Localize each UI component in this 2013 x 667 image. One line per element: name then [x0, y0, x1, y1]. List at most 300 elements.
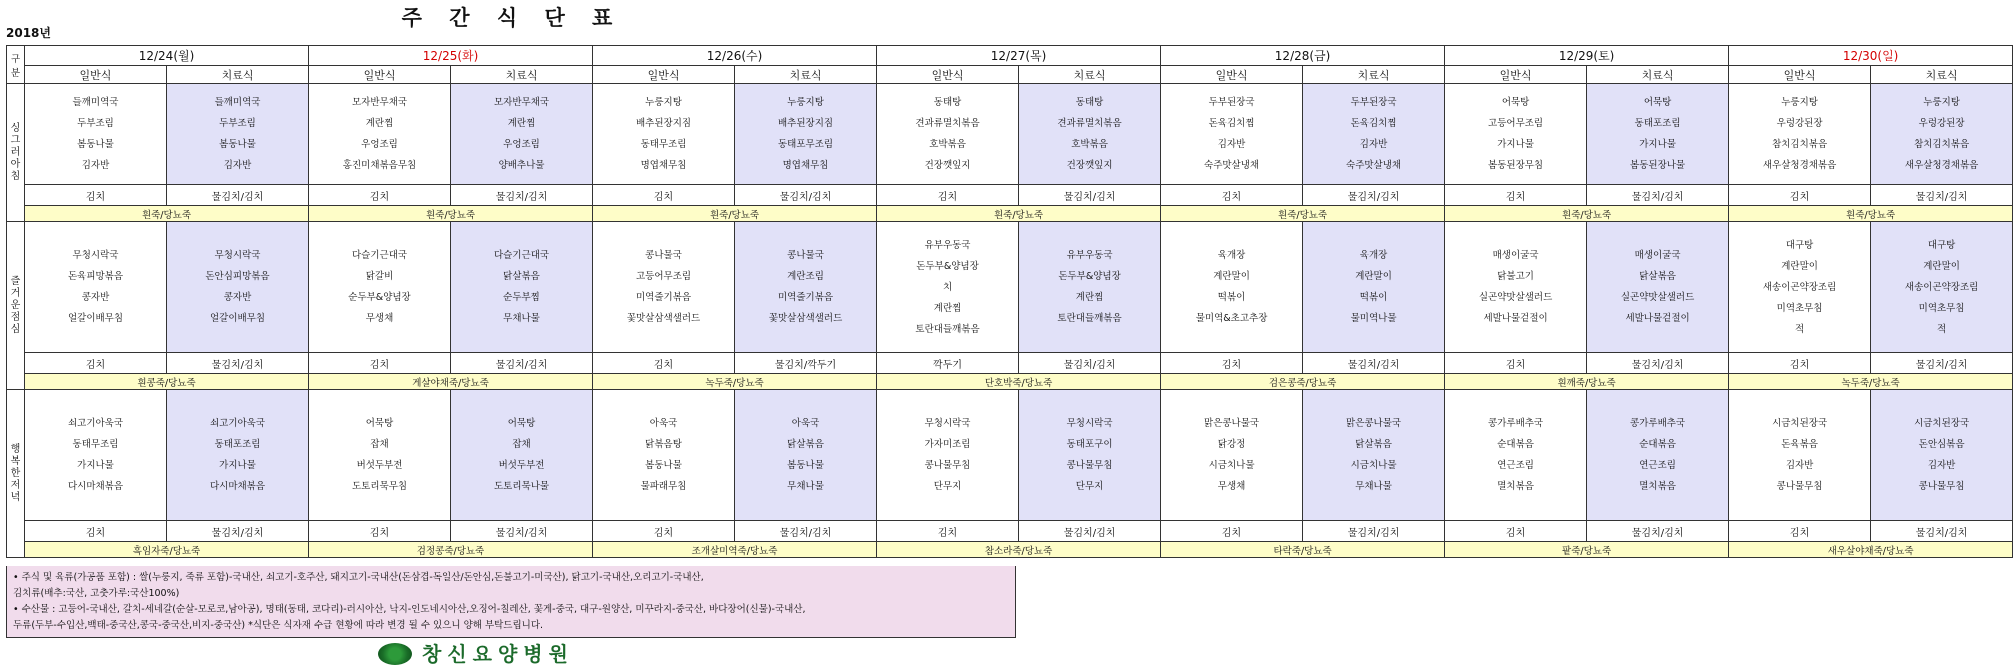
kimchi-cell: 물김치/김치	[451, 521, 593, 542]
therapeutic-diet-header: 치료식	[1587, 66, 1729, 84]
menu-item: 누룽지탕	[1923, 97, 1960, 108]
therapeutic-meal-cell	[451, 84, 593, 185]
menu-item: 동태포구이	[1066, 439, 1113, 450]
kimchi-cell: 김치	[309, 521, 451, 542]
menu-item: 봄동된장무침	[1488, 160, 1544, 171]
menu-item: 얼갈이배무침	[209, 313, 266, 324]
day-header: 12/28(금)	[1161, 46, 1445, 66]
kimchi-cell: 물김치/김치	[1019, 521, 1161, 542]
menu-item: 실곤약맛살샐러드	[1620, 292, 1695, 303]
porridge-cell: 참소라죽/당뇨죽	[877, 542, 1161, 558]
menu-item: 잡채	[370, 439, 389, 450]
kimchi-cell: 김치	[25, 185, 167, 206]
menu-item: 우엉조림	[503, 139, 540, 150]
menu-item: 아욱국	[791, 418, 820, 429]
menu-item: 가지나물	[219, 460, 256, 471]
menu-item: 돈두부&양념장	[916, 260, 979, 272]
menu-item: 미역줄기볶음	[778, 292, 834, 303]
menu-item: 닭불고기	[1497, 271, 1534, 282]
menu-item: 들깨미역국	[214, 97, 261, 108]
therapeutic-diet-header: 치료식	[1871, 66, 2013, 84]
kimchi-cell: 물김치/김치	[1587, 185, 1729, 206]
menu-item: 고등어무조림	[636, 271, 692, 282]
kimchi-cell: 물김치/김치	[1871, 353, 2013, 374]
menu-item: 적	[1795, 323, 1805, 335]
year-label: 2018년	[6, 26, 51, 40]
menu-item: 동태탕	[1075, 97, 1104, 108]
therapeutic-diet-header: 치료식	[735, 66, 877, 84]
meal-label	[7, 222, 25, 390]
menu-item: 참치김치볶음	[1914, 139, 1970, 150]
menu-item: 고등어무조림	[1488, 118, 1544, 129]
menu-item: 계란찜	[365, 118, 394, 129]
menu-item: 봄동나물	[787, 460, 824, 471]
regular-meal-cell	[1445, 222, 1587, 353]
menu-item: 두부조림	[77, 118, 114, 129]
hospital-name: 창신요양병원	[422, 642, 574, 666]
kimchi-cell: 물김치/김치	[1019, 353, 1161, 374]
kimchi-cell: 김치	[1161, 521, 1303, 542]
kimchi-cell: 물김치/김치	[1303, 521, 1445, 542]
regular-diet-header: 일반식	[1445, 66, 1587, 84]
regular-meal-cell	[309, 84, 451, 185]
kimchi-cell: 김치	[1729, 185, 1871, 206]
porridge-cell: 흰죽/당뇨죽	[877, 206, 1161, 222]
kimchi-cell: 물김치/김치	[167, 353, 309, 374]
therapeutic-meal-cell	[1303, 222, 1445, 353]
kimchi-cell: 물김치/김치	[167, 521, 309, 542]
regular-diet-header: 일반식	[1161, 66, 1303, 84]
menu-item: 모자반무채국	[351, 97, 408, 108]
kimchi-cell: 물김치/김치	[167, 185, 309, 206]
menu-item: 김자반	[1359, 139, 1388, 150]
menu-item: 우렁강된장	[1776, 118, 1823, 129]
menu-item: 동태포조림	[214, 439, 261, 450]
menu-item: 콩나물국	[645, 250, 682, 261]
menu-item: 세발나물겉절이	[1625, 313, 1690, 324]
regular-meal-cell	[25, 390, 167, 521]
menu-item: 콩나물무침	[924, 460, 971, 471]
menu-item: 멸치볶음	[1497, 481, 1534, 492]
kimchi-cell: 물김치/김치	[1871, 185, 2013, 206]
menu-item: 버섯두부전	[498, 460, 545, 471]
menu-item: 매생이굴국	[1492, 250, 1539, 261]
menu-item: 잡채	[512, 439, 531, 450]
menu-item: 매생이굴국	[1634, 250, 1681, 261]
kimchi-cell: 김치	[1161, 185, 1303, 206]
menu-item: 두부조림	[219, 118, 256, 129]
day-header: 12/29(토)	[1445, 46, 1729, 66]
menu-item: 콩나물국	[787, 250, 824, 261]
menu-item: 시금치된장국	[1772, 418, 1828, 429]
therapeutic-meal-cell	[451, 222, 593, 353]
menu-item: 시금치나물	[1208, 460, 1255, 471]
menu-item: 콩나물무침	[1776, 481, 1823, 492]
menu-item: 모자반무채국	[493, 97, 550, 108]
menu-item: 건장깻잎지	[924, 160, 971, 171]
menu-item: 봄동나물	[77, 139, 114, 150]
menu-item: 순대볶음	[1639, 439, 1676, 450]
therapeutic-meal-cell	[735, 84, 877, 185]
weekly-menu-table	[6, 45, 2013, 558]
menu-item: 육개장	[1359, 250, 1388, 261]
menu-item: 무청시락국	[1066, 418, 1113, 429]
menu-item: 단무지	[933, 481, 962, 492]
menu-item: 두부된장국	[1350, 97, 1397, 108]
menu-item: 세발나물겉절이	[1483, 313, 1548, 324]
day-header: 12/26(수)	[593, 46, 877, 66]
menu-item: 동태포조림	[1634, 118, 1681, 129]
menu-item: 닭살볶음	[1639, 271, 1676, 282]
therapeutic-diet-header: 치료식	[167, 66, 309, 84]
menu-item: 실곤약맛살샐러드	[1478, 292, 1553, 303]
menu-item: 숙주맛살냉채	[1204, 160, 1260, 171]
kimchi-cell: 김치	[593, 521, 735, 542]
menu-item: 어묵탕	[507, 418, 536, 429]
porridge-cell: 녹두죽/당뇨죽	[593, 374, 877, 390]
regular-meal-cell	[877, 84, 1019, 185]
kimchi-cell: 물김치/김치	[735, 521, 877, 542]
menu-item: 동태탕	[933, 97, 962, 108]
regular-meal-cell	[593, 390, 735, 521]
regular-meal-cell	[593, 222, 735, 353]
menu-item: 물파래무침	[640, 481, 687, 492]
kimchi-cell: 김치	[309, 185, 451, 206]
regular-meal-cell	[1161, 84, 1303, 185]
menu-item: 무청시락국	[72, 250, 119, 261]
therapeutic-meal-cell	[1019, 222, 1161, 353]
regular-meal-cell	[1161, 390, 1303, 521]
porridge-cell: 게살야채죽/당뇨죽	[309, 374, 593, 390]
menu-item: 대구탕	[1927, 239, 1956, 251]
kimchi-cell: 물김치/김치	[1303, 353, 1445, 374]
porridge-cell: 단호박죽/당뇨죽	[877, 374, 1161, 390]
menu-item: 새송이곤약장조림	[1762, 281, 1837, 293]
therapeutic-meal-cell	[167, 222, 309, 353]
regular-meal-cell	[593, 84, 735, 185]
menu-item: 닭갈비	[365, 271, 394, 282]
meal-label	[7, 84, 25, 222]
day-header: 12/24(월)	[25, 46, 309, 66]
meal-label-text: 행복한저녁	[10, 443, 21, 503]
day-header: 12/25(화)	[309, 46, 593, 66]
menu-item: 떡볶이	[1217, 292, 1246, 303]
menu-item: 맑은콩나물국	[1346, 418, 1402, 429]
menu-item: 동태포무조림	[778, 139, 834, 150]
menu-item: 무생채	[1217, 481, 1246, 492]
menu-item: 닭볶음탕	[645, 439, 682, 450]
regular-diet-header: 일반식	[593, 66, 735, 84]
kimchi-cell: 김치	[1445, 521, 1587, 542]
therapeutic-meal-cell	[451, 390, 593, 521]
menu-item: 무청시락국	[924, 418, 971, 429]
therapeutic-meal-cell	[1019, 84, 1161, 185]
menu-item: 돈두부&양념장	[1058, 271, 1121, 282]
menu-item: 다슬기근대국	[351, 250, 408, 261]
menu-item: 연근조림	[1497, 460, 1534, 471]
menu-item: 어묵탕	[1643, 97, 1672, 108]
regular-meal-cell	[309, 222, 451, 353]
regular-meal-cell	[25, 222, 167, 353]
menu-item: 돈육볶음	[1781, 439, 1818, 450]
kimchi-cell: 김치	[593, 185, 735, 206]
regular-meal-cell	[1445, 84, 1587, 185]
porridge-cell: 검정콩죽/당뇨죽	[309, 542, 593, 558]
regular-diet-header: 일반식	[25, 66, 167, 84]
menu-item: 계란말이	[1781, 260, 1818, 272]
menu-item: 가자미조림	[924, 439, 971, 450]
corner-text: 구분	[10, 53, 21, 79]
therapeutic-diet-header: 치료식	[451, 66, 593, 84]
menu-item: 계란말이	[1355, 271, 1392, 282]
regular-meal-cell	[25, 84, 167, 185]
menu-item: 닭살볶음	[503, 271, 540, 282]
menu-item: 맑은콩나물국	[1204, 418, 1260, 429]
therapeutic-meal-cell	[1019, 390, 1161, 521]
note-line: 김치류(배추:국산, 고춧가루:국산100%)	[13, 588, 180, 599]
kimchi-cell: 김치	[1729, 521, 1871, 542]
therapeutic-meal-cell	[1587, 390, 1729, 521]
menu-item: 아욱국	[649, 418, 678, 429]
kimchi-cell: 물김치/김치	[451, 353, 593, 374]
meal-label	[7, 390, 25, 558]
hospital-logo	[378, 640, 628, 666]
menu-item: 봄동나물	[219, 139, 256, 150]
kimchi-cell: 김치	[309, 353, 451, 374]
menu-item: 콩가루배추국	[1630, 418, 1686, 429]
therapeutic-meal-cell	[1303, 390, 1445, 521]
menu-item: 김자반	[1217, 139, 1246, 150]
menu-item: 김자반	[223, 160, 252, 171]
menu-item: 유부우동국	[924, 239, 971, 251]
menu-item: 물미역&초고추장	[1195, 313, 1268, 324]
menu-item: 명엽채무침	[782, 160, 829, 171]
regular-diet-header: 일반식	[877, 66, 1019, 84]
menu-item: 도토리묵무침	[351, 481, 408, 492]
menu-item: 동태무조림	[72, 439, 119, 450]
origin-notes	[6, 566, 1016, 638]
menu-item: 홍진미채볶음무침	[342, 160, 417, 171]
regular-meal-cell	[1729, 84, 1871, 185]
kimchi-cell: 김치	[1445, 185, 1587, 206]
menu-item: 누룽지탕	[645, 97, 682, 108]
kimchi-cell: 물김치/김치	[1587, 353, 1729, 374]
menu-item: 돈육김치찜	[1208, 118, 1255, 129]
kimchi-cell: 깍두기	[877, 353, 1019, 374]
menu-item: 무채나물	[503, 313, 540, 324]
menu-item: 무생채	[365, 313, 394, 324]
menu-item: 가지나물	[1639, 139, 1676, 150]
menu-item: 시금치나물	[1350, 460, 1397, 471]
footer	[0, 640, 1024, 666]
menu-item: 대구탕	[1785, 239, 1814, 251]
menu-item: 돈안심피망볶음	[205, 271, 270, 282]
menu-item: 봄동된장나물	[1630, 160, 1686, 171]
corner-label	[7, 46, 25, 84]
menu-item: 콩나물무침	[1918, 481, 1965, 492]
therapeutic-meal-cell	[735, 222, 877, 353]
menu-item: 어묵탕	[1501, 97, 1530, 108]
menu-item: 돈육피망볶음	[67, 271, 124, 282]
therapeutic-meal-cell	[1587, 222, 1729, 353]
porridge-cell: 타락죽/당뇨죽	[1161, 542, 1445, 558]
menu-item: 계란찜	[507, 118, 536, 129]
menu-item: 순대볶음	[1497, 439, 1534, 450]
menu-item: 봄동나물	[645, 460, 682, 471]
menu-item: 콩나물무침	[1066, 460, 1113, 471]
menu-item: 누룽지탕	[787, 97, 824, 108]
menu-item: 호박볶음	[929, 139, 966, 150]
menu-item: 무채나물	[787, 481, 824, 492]
porridge-cell: 흰깨죽/당뇨죽	[1445, 374, 1729, 390]
kimchi-cell: 물김치/김치	[1019, 185, 1161, 206]
porridge-cell: 흰죽/당뇨죽	[1445, 206, 1729, 222]
menu-item: 쇠고기아욱국	[209, 418, 266, 429]
menu-item: 닭살볶음	[787, 439, 824, 450]
menu-item: 계란말이	[1923, 260, 1960, 272]
menu-item: 어묵탕	[365, 418, 394, 429]
porridge-cell: 새우살야채죽/당뇨죽	[1729, 542, 2013, 558]
menu-item: 다시마채볶음	[67, 481, 124, 492]
kimchi-cell: 물김치/김치	[1587, 521, 1729, 542]
porridge-cell: 흰죽/당뇨죽	[593, 206, 877, 222]
therapeutic-meal-cell	[1587, 84, 1729, 185]
menu-item: 토란대들깨볶음	[915, 323, 980, 335]
porridge-cell: 흑임자죽/당뇨죽	[25, 542, 309, 558]
menu-item: 연근조림	[1639, 460, 1676, 471]
note-line: • 주식 및 육류(가공품 포함) : 쌀(누룽지, 죽류 포함)-국내산, 쇠고기-호주산, 돼지고기-국내산(돈삼겹-독일산/돈안심,돈불고기-미국산), 닭고기-국내산,오리고기-국내산,	[13, 572, 704, 583]
menu-item: 도토리묵나물	[493, 481, 550, 492]
therapeutic-meal-cell	[1871, 84, 2013, 185]
porridge-cell: 흰죽/당뇨죽	[25, 206, 309, 222]
regular-meal-cell	[1729, 390, 1871, 521]
kimchi-cell: 물김치/깍두기	[735, 353, 877, 374]
porridge-cell: 흰죽/당뇨죽	[1729, 206, 2013, 222]
kimchi-cell: 물김치/김치	[1303, 185, 1445, 206]
note-line: • 수산물 : 고등어-국내산, 갈치-세네갈(순살-모로코,남아공), 명태(동태, 코다리)-러시아산, 낙지-인도네시아산,오징어-칠레산, 꽃게-중국, 대구-원양산, 미꾸라지-중국산, 바다장어(신물)-국내산,	[13, 604, 806, 615]
menu-item: 멸치볶음	[1639, 481, 1676, 492]
menu-item: 미역줄기볶음	[636, 292, 692, 303]
menu-item: 닭살볶음	[1355, 439, 1392, 450]
regular-meal-cell	[1161, 222, 1303, 353]
menu-item: 떡볶이	[1359, 292, 1388, 303]
menu-item: 꽃맛살삼색샐러드	[626, 313, 701, 324]
menu-item: 숙주맛살냉채	[1346, 160, 1402, 171]
menu-item: 건장깻잎지	[1066, 160, 1113, 171]
menu-item: 다슬기근대국	[493, 250, 550, 261]
menu-item: 호박볶음	[1071, 139, 1108, 150]
menu-item: 유부우동국	[1066, 250, 1113, 261]
menu-item: 순두부&양념장	[348, 292, 411, 303]
kimchi-cell: 김치	[877, 185, 1019, 206]
menu-item: 가지나물	[1497, 139, 1534, 150]
kimchi-cell: 김치	[1729, 353, 1871, 374]
menu-item: 우엉조림	[361, 139, 398, 150]
menu-item: 배추된장지짐	[636, 118, 692, 129]
porridge-cell: 검은콩죽/당뇨죽	[1161, 374, 1445, 390]
porridge-cell: 흰죽/당뇨죽	[309, 206, 593, 222]
menu-item: 미역초무침	[1918, 302, 1965, 314]
day-header: 12/27(목)	[877, 46, 1161, 66]
menu-item: 꽃맛살삼색샐러드	[768, 313, 843, 324]
regular-diet-header: 일반식	[1729, 66, 1871, 84]
menu-item: 계란찜	[1075, 292, 1104, 303]
menu-item: 새송이곤약장조림	[1904, 281, 1979, 293]
therapeutic-diet-header: 치료식	[1019, 66, 1161, 84]
regular-meal-cell	[877, 390, 1019, 521]
menu-item: 치	[942, 281, 953, 293]
regular-meal-cell	[877, 222, 1019, 353]
menu-item: 새우살청경채볶음	[1762, 160, 1837, 171]
porridge-cell: 흰죽/당뇨죽	[1161, 206, 1445, 222]
therapeutic-meal-cell	[167, 390, 309, 521]
therapeutic-meal-cell	[1303, 84, 1445, 185]
menu-item: 명엽채무침	[640, 160, 687, 171]
menu-item: 계란찜	[933, 302, 962, 314]
kimchi-cell: 김치	[1445, 353, 1587, 374]
menu-item: 계란조림	[787, 271, 824, 282]
menu-item: 들깨미역국	[72, 97, 119, 108]
menu-item: 버섯두부전	[356, 460, 403, 471]
therapeutic-meal-cell	[1871, 390, 2013, 521]
menu-item: 단무지	[1075, 481, 1104, 492]
menu-item: 견과류멸치볶음	[1057, 118, 1122, 129]
menu-item: 우렁강된장	[1918, 118, 1965, 129]
menu-item: 양배추나물	[498, 160, 545, 171]
menu-item: 참치김치볶음	[1772, 139, 1828, 150]
kimchi-cell: 김치	[25, 521, 167, 542]
hospital-logo-icon	[378, 643, 412, 665]
porridge-cell: 흰콩죽/당뇨죽	[25, 374, 309, 390]
porridge-cell: 팥죽/당뇨죽	[1445, 542, 1729, 558]
menu-item: 동태무조림	[640, 139, 687, 150]
menu-item: 김자반	[1927, 460, 1956, 471]
menu-item: 미역초무침	[1776, 302, 1823, 314]
menu-item: 닭강정	[1217, 439, 1246, 450]
kimchi-cell: 물김치/김치	[735, 185, 877, 206]
menu-item: 육개장	[1217, 250, 1246, 261]
day-header: 12/30(일)	[1729, 46, 2013, 66]
therapeutic-meal-cell	[167, 84, 309, 185]
menu-item: 김자반	[81, 160, 110, 171]
menu-item: 돈안심볶음	[1918, 439, 1965, 450]
kimchi-cell: 김치	[25, 353, 167, 374]
regular-meal-cell	[1445, 390, 1587, 521]
meal-label-text: 싱그러아침	[10, 122, 21, 182]
note-line: 두류(두부-수입산,백태-중국산,콩국-중국산,비지-중국산) *식단은 식자재 수급 현황에 따라 변경 될 수 있으니 양해 부탁드립니다.	[13, 620, 544, 631]
menu-item: 김자반	[1785, 460, 1814, 471]
porridge-cell: 녹두죽/당뇨죽	[1729, 374, 2013, 390]
kimchi-cell: 김치	[877, 521, 1019, 542]
menu-item: 배추된장지짐	[778, 118, 834, 129]
therapeutic-meal-cell	[1871, 222, 2013, 353]
therapeutic-meal-cell	[735, 390, 877, 521]
regular-meal-cell	[309, 390, 451, 521]
menu-item: 토란대들깨볶음	[1057, 313, 1122, 324]
menu-item: 가지나물	[77, 460, 114, 471]
menu-item: 물미역나물	[1350, 313, 1397, 324]
menu-item: 돈육김치찜	[1350, 118, 1397, 129]
regular-meal-cell	[1729, 222, 1871, 353]
menu-item: 쇠고기아욱국	[67, 418, 124, 429]
kimchi-cell: 김치	[593, 353, 735, 374]
menu-item: 계란말이	[1213, 271, 1250, 282]
menu-item: 콩자반	[223, 292, 252, 303]
regular-diet-header: 일반식	[309, 66, 451, 84]
menu-item: 견과류멸치볶음	[915, 118, 980, 129]
porridge-cell: 조개살미역죽/당뇨죽	[593, 542, 877, 558]
menu-item: 무청시락국	[214, 250, 261, 261]
